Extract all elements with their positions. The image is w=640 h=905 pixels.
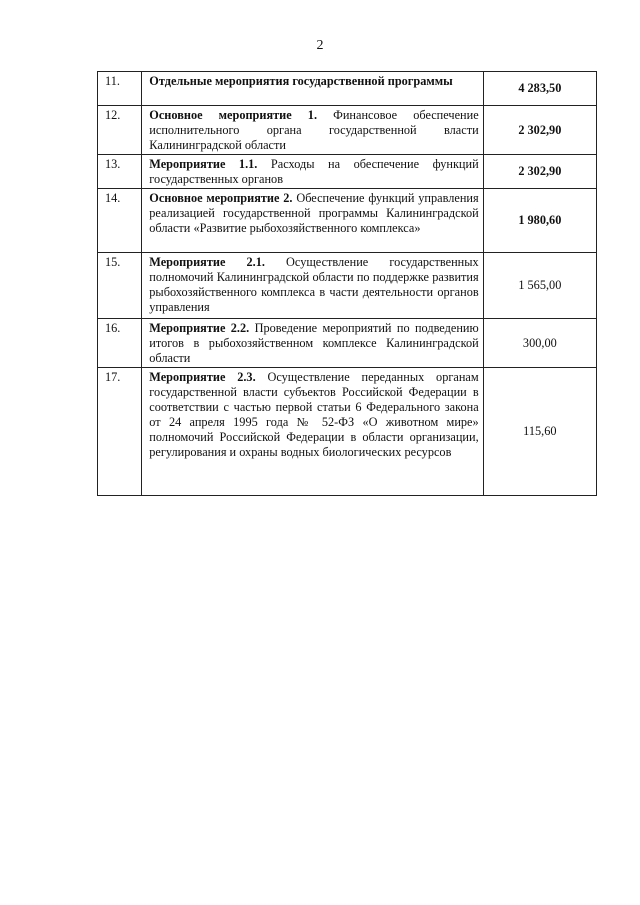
table-row: [98, 253, 597, 319]
row-lead: Отдельные мероприятия государственной программы: [149, 74, 453, 88]
row-amount: 115,60: [483, 368, 596, 496]
row-lead: Основное мероприятие 2.: [149, 191, 293, 205]
row-number: 11.: [98, 72, 142, 106]
row-description: [142, 189, 483, 253]
row-text: Обеспечение функций управления реализацией государственной программы Калининградской области «Развитие рыбохозяйственного комплекса»: [149, 191, 479, 235]
row-description: [142, 106, 483, 155]
page-number: 2: [316, 38, 324, 53]
row-text: Расходы на обеспечение функций государственных органов: [149, 157, 479, 186]
row-description: [142, 253, 483, 319]
row-description: [142, 368, 483, 496]
row-text: Осуществление государственных полномочий Калининградской области по поддержке развития рыбохозяйственного комплекса в части деятельности органов управления: [149, 255, 479, 314]
row-number: 13.: [98, 155, 142, 189]
row-text: Проведение мероприятий по подведению итогов в рыбохозяйственном комплексе Калининградской области: [149, 321, 479, 365]
row-number: 16.: [98, 319, 142, 368]
row-number: 12.: [98, 106, 142, 155]
row-text: Финансовое обеспечение исполнительного органа государственной власти Калининградской области: [149, 108, 479, 152]
table-row: [98, 368, 597, 496]
row-lead: Мероприятие 2.3.: [149, 370, 256, 384]
row-description: [142, 155, 483, 189]
row-lead: Основное мероприятие 1.: [149, 108, 318, 122]
row-amount: 2 302,90: [483, 106, 596, 155]
row-description: [142, 72, 483, 106]
row-lead: Мероприятие 2.1.: [149, 255, 265, 269]
row-amount: 1 980,60: [483, 189, 596, 253]
row-number: 17.: [98, 368, 142, 496]
table-row: [98, 106, 597, 155]
row-number: 15.: [98, 253, 142, 319]
table-row: [98, 72, 597, 106]
table-row: [98, 189, 597, 253]
budget-table: [97, 71, 597, 496]
row-amount: 300,00: [483, 319, 596, 368]
row-amount: 2 302,90: [483, 155, 596, 189]
row-text: Осуществление переданных органам государственной власти субъектов Российской Федерации в соответствии с частью первой статьи 6 Федерального закона от 24 апреля 1995 года № 52-ФЗ «О животном мире» полномочий Российской Федерации в области организации, регулирования и охраны водных биологических ресурсов: [149, 370, 479, 459]
row-number: 14.: [98, 189, 142, 253]
row-description: [142, 319, 483, 368]
row-lead: Мероприятие 1.1.: [149, 157, 258, 171]
table-row: [98, 319, 597, 368]
row-lead: Мероприятие 2.2.: [149, 321, 250, 335]
row-amount: 1 565,00: [483, 253, 596, 319]
row-amount: 4 283,50: [483, 72, 596, 106]
table-row: [98, 155, 597, 189]
